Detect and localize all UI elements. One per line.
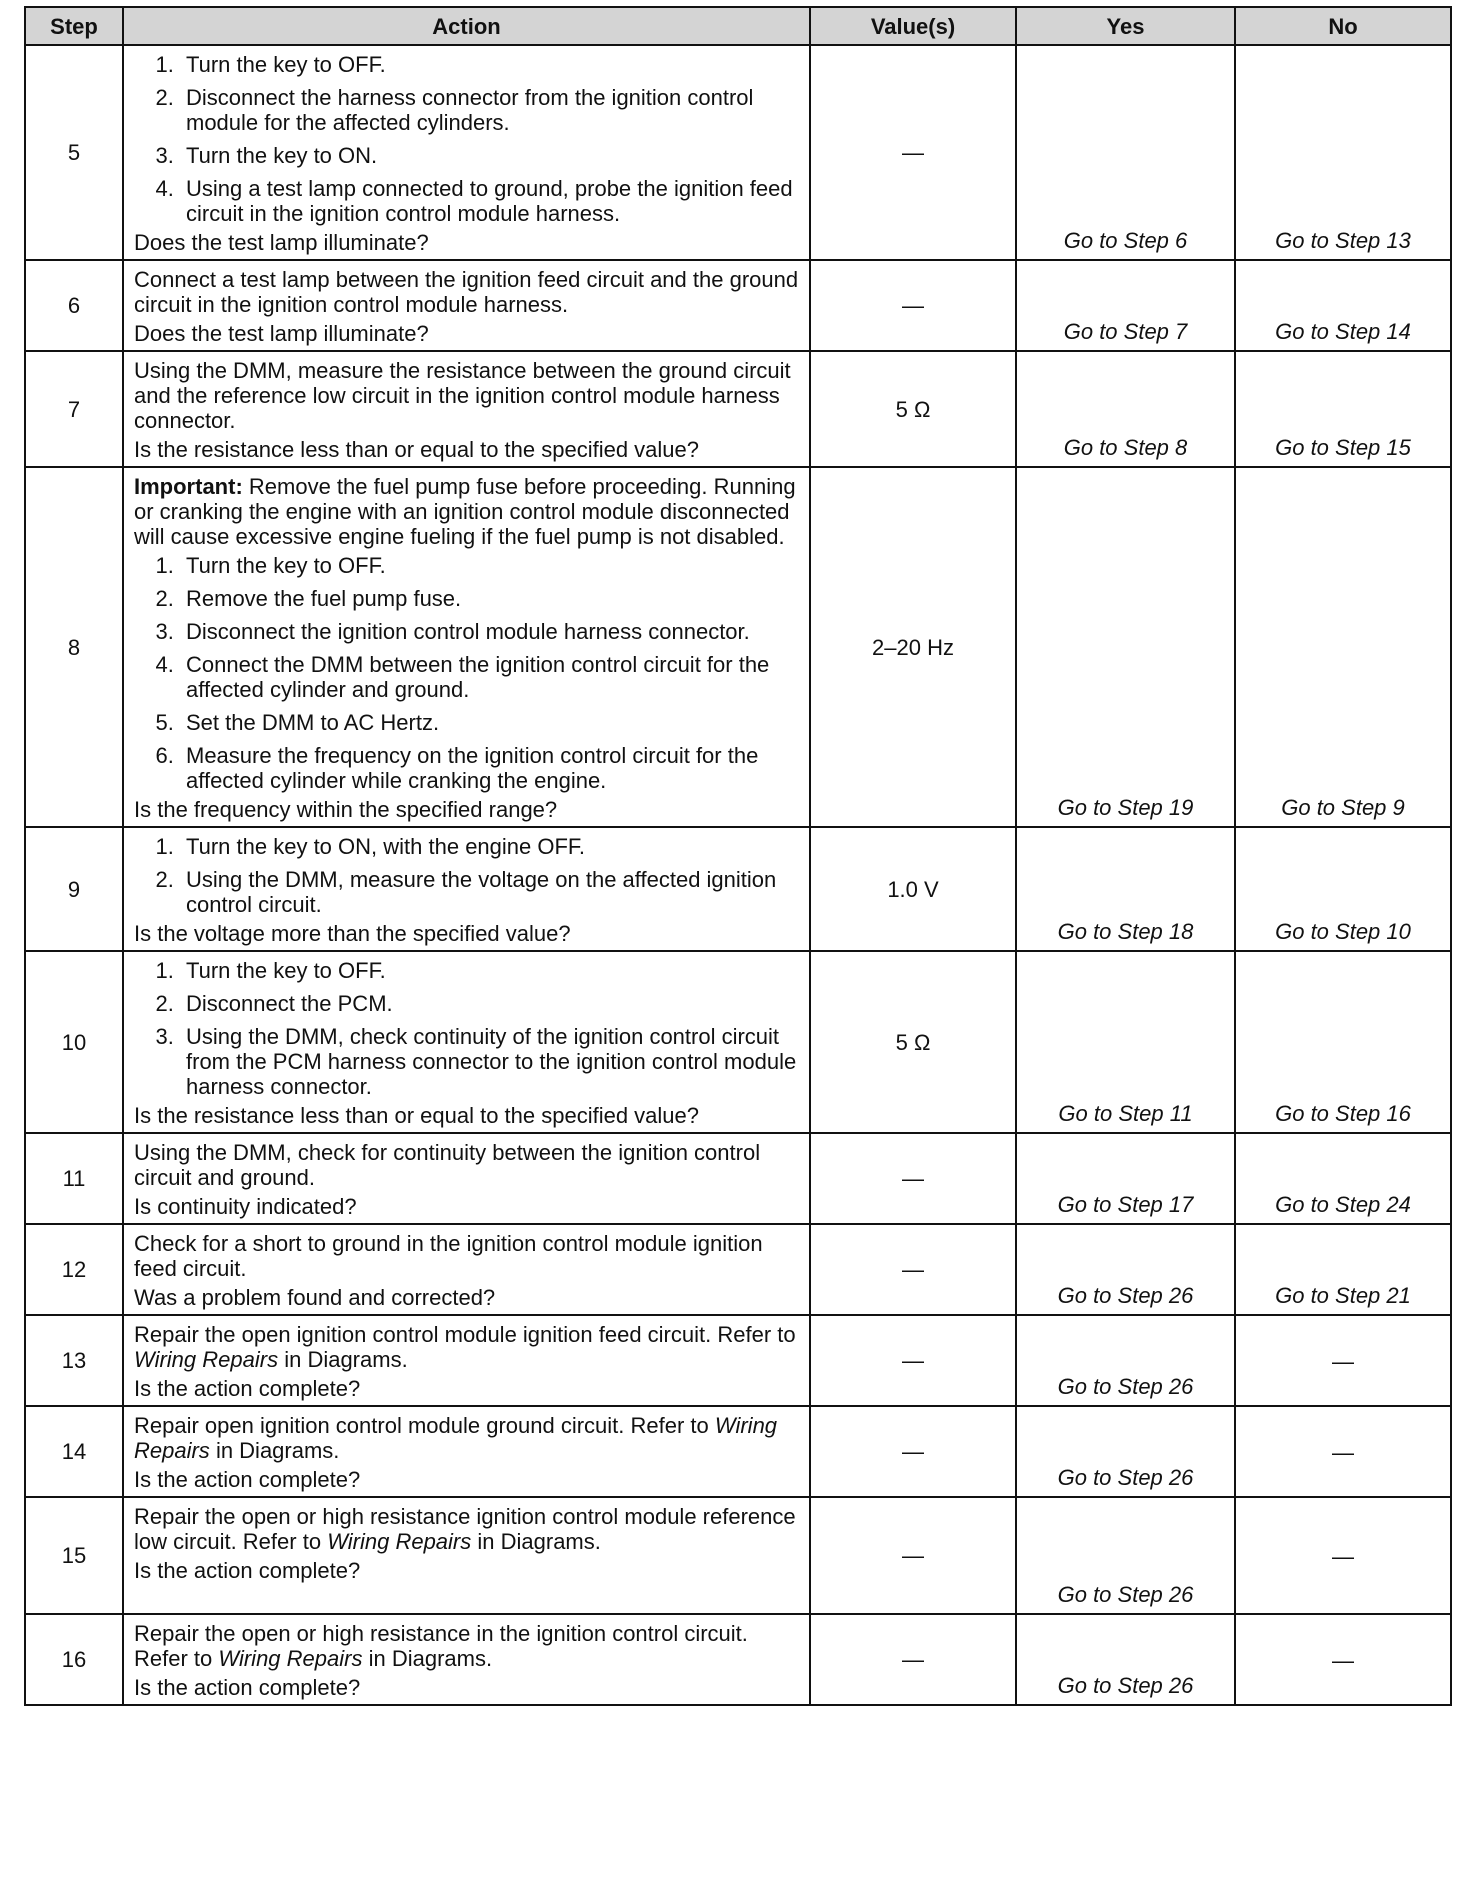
yes-result: Go to Step 18 xyxy=(1016,827,1235,951)
spec-value: — xyxy=(810,1614,1016,1705)
table-row xyxy=(25,45,1451,260)
instruction-item: 3. Disconnect the ignition control module harness connector. xyxy=(180,619,799,644)
spec-value: 5 Ω xyxy=(810,351,1016,467)
action-cell xyxy=(123,351,810,467)
table-row xyxy=(25,467,1451,827)
action-cell xyxy=(123,1406,810,1497)
action-text xyxy=(134,1504,799,1554)
instruction-item: 3. Turn the key to ON. xyxy=(180,143,799,168)
instruction-item: 2. Using the DMM, measure the voltage on the affected ignition control circuit. xyxy=(180,867,799,917)
spec-value: — xyxy=(810,1497,1016,1614)
question-text: Is the action complete? xyxy=(134,1376,361,1401)
instruction-list xyxy=(134,52,799,226)
instruction-item: 4. Connect the DMM between the ignition control circuit for the affected cylinder and ground. xyxy=(180,652,799,702)
action-cell xyxy=(123,1133,810,1224)
wiring-repairs-reference: Wiring Repairs xyxy=(327,1529,472,1554)
action-text: Using the DMM, check for continuity between the ignition control circuit and ground. xyxy=(134,1140,761,1190)
action-cell xyxy=(123,1224,810,1315)
step-number: 11 xyxy=(25,1133,123,1224)
header-row xyxy=(25,7,1451,45)
instruction-item: 5. Set the DMM to AC Hertz. xyxy=(180,710,799,735)
important-text: Remove the fuel pump fuse before proceeding. Running or cranking the engine with an ignition control module disconnected will cause excessive engine fueling if the fuel pump is not disabled. xyxy=(134,474,796,549)
action-text-end: in Diagrams. xyxy=(477,1529,601,1554)
instruction-item: 2. Disconnect the harness connector from the ignition control module for the affected cylinders. xyxy=(180,85,799,135)
table-row xyxy=(25,1406,1451,1497)
table-row xyxy=(25,1497,1451,1614)
no-result: — xyxy=(1235,1315,1451,1406)
header-action: Action xyxy=(123,7,810,45)
step-number: 5 xyxy=(25,45,123,260)
question-text: Is the voltage more than the specified value? xyxy=(134,921,571,946)
spec-value: 2–20 Hz xyxy=(810,467,1016,827)
table-row xyxy=(25,260,1451,351)
table-row xyxy=(25,951,1451,1133)
spec-value: — xyxy=(810,260,1016,351)
action-text-end: in Diagrams. xyxy=(215,1438,340,1463)
yes-result: Go to Step 26 xyxy=(1016,1497,1235,1614)
spec-value: — xyxy=(810,1224,1016,1315)
question-text: Is continuity indicated? xyxy=(134,1194,357,1219)
instruction-item: 1. Turn the key to OFF. xyxy=(180,958,799,983)
instruction-item: 3. Using the DMM, check continuity of the ignition control circuit from the PCM harness connector to the ignition control module harness connector. xyxy=(180,1024,799,1099)
step-number: 9 xyxy=(25,827,123,951)
question-text: Is the action complete? xyxy=(134,1467,361,1492)
action-cell xyxy=(123,260,810,351)
spec-value: — xyxy=(810,1315,1016,1406)
action-text: Check for a short to ground in the ignition control module ignition feed circuit. xyxy=(134,1231,763,1281)
action-text-end: in Diagrams. xyxy=(284,1347,408,1372)
spec-value: — xyxy=(810,1406,1016,1497)
spec-value: 5 Ω xyxy=(810,951,1016,1133)
table-row xyxy=(25,827,1451,951)
header-yes: Yes xyxy=(1016,7,1235,45)
wiring-repairs-reference: Wiring Repairs xyxy=(134,1413,778,1463)
yes-result: Go to Step 7 xyxy=(1016,260,1235,351)
question-text: Is the action complete? xyxy=(134,1675,361,1700)
header-step: Step xyxy=(25,7,123,45)
instruction-list xyxy=(134,553,799,793)
header-no: No xyxy=(1235,7,1451,45)
action-text-start: Repair open ignition control module ground circuit. Refer to xyxy=(134,1413,709,1438)
action-cell xyxy=(123,827,810,951)
action-cell xyxy=(123,1497,810,1614)
question-text: Is the resistance less than or equal to the specified value? xyxy=(134,437,700,462)
diagnostic-table xyxy=(24,6,1452,1706)
question-text: Does the test lamp illuminate? xyxy=(134,230,429,255)
instruction-item: 1. Turn the key to ON, with the engine OFF. xyxy=(180,834,799,859)
instruction-item: 2. Disconnect the PCM. xyxy=(180,991,799,1016)
step-number: 6 xyxy=(25,260,123,351)
step-number: 14 xyxy=(25,1406,123,1497)
table-row xyxy=(25,1133,1451,1224)
action-text xyxy=(134,1621,799,1671)
blank-space xyxy=(134,1583,799,1609)
no-result: Go to Step 16 xyxy=(1235,951,1451,1133)
no-result: Go to Step 9 xyxy=(1235,467,1451,827)
question-text: Was a problem found and corrected? xyxy=(134,1285,496,1310)
question-text: Is the frequency within the specified range? xyxy=(134,797,558,822)
action-cell xyxy=(123,467,810,827)
spec-value: 1.0 V xyxy=(810,827,1016,951)
spec-value: — xyxy=(810,45,1016,260)
instruction-list xyxy=(134,834,799,917)
yes-result: Go to Step 26 xyxy=(1016,1614,1235,1705)
yes-result: Go to Step 6 xyxy=(1016,45,1235,260)
yes-result: Go to Step 17 xyxy=(1016,1133,1235,1224)
action-text xyxy=(134,1413,799,1463)
action-text-end: in Diagrams. xyxy=(368,1646,493,1671)
action-text: Using the DMM, measure the resistance between the ground circuit and the reference low circuit in the ignition control module harness connector. xyxy=(134,358,791,433)
no-result: — xyxy=(1235,1497,1451,1614)
action-text-start: Repair the open ignition control module ignition feed circuit. Refer to xyxy=(134,1322,796,1347)
action-text-start: Repair the open or high resistance in the ignition control circuit. Refer to xyxy=(134,1621,748,1671)
no-result: Go to Step 14 xyxy=(1235,260,1451,351)
important-label: Important: xyxy=(134,474,243,499)
instruction-list xyxy=(134,958,799,1099)
no-result: Go to Step 24 xyxy=(1235,1133,1451,1224)
yes-result: Go to Step 11 xyxy=(1016,951,1235,1133)
table-row xyxy=(25,1315,1451,1406)
no-result: Go to Step 10 xyxy=(1235,827,1451,951)
question-text: Is the resistance less than or equal to the specified value? xyxy=(134,1103,700,1128)
step-number: 10 xyxy=(25,951,123,1133)
table-row xyxy=(25,1224,1451,1315)
instruction-item: 1. Turn the key to OFF. xyxy=(180,553,799,578)
action-cell xyxy=(123,1315,810,1406)
action-text xyxy=(134,1322,799,1372)
yes-result: Go to Step 8 xyxy=(1016,351,1235,467)
header-values: Value(s) xyxy=(810,7,1016,45)
instruction-item: 4. Using a test lamp connected to ground, probe the ignition feed circuit in the ignition control module harness. xyxy=(180,176,799,226)
yes-result: Go to Step 19 xyxy=(1016,467,1235,827)
step-number: 16 xyxy=(25,1614,123,1705)
action-text: Connect a test lamp between the ignition feed circuit and the ground circuit in the ignition control module harness. xyxy=(134,267,799,317)
yes-result: Go to Step 26 xyxy=(1016,1224,1235,1315)
wiring-repairs-reference: Wiring Repairs xyxy=(134,1347,279,1372)
step-number: 8 xyxy=(25,467,123,827)
no-result: Go to Step 21 xyxy=(1235,1224,1451,1315)
action-cell xyxy=(123,951,810,1133)
table-row xyxy=(25,1614,1451,1705)
spec-value: — xyxy=(810,1133,1016,1224)
important-note xyxy=(134,474,799,549)
step-number: 7 xyxy=(25,351,123,467)
no-result: Go to Step 15 xyxy=(1235,351,1451,467)
no-result: — xyxy=(1235,1614,1451,1705)
instruction-item: 2. Remove the fuel pump fuse. xyxy=(180,586,799,611)
instruction-item: 1. Turn the key to OFF. xyxy=(180,52,799,77)
no-result: Go to Step 13 xyxy=(1235,45,1451,260)
yes-result: Go to Step 26 xyxy=(1016,1406,1235,1497)
no-result: — xyxy=(1235,1406,1451,1497)
table-row xyxy=(25,351,1451,467)
wiring-repairs-reference: Wiring Repairs xyxy=(218,1646,363,1671)
step-number: 13 xyxy=(25,1315,123,1406)
question-text: Is the action complete? xyxy=(134,1558,361,1583)
instruction-item: 6. Measure the frequency on the ignition control circuit for the affected cylinder while cranking the engine. xyxy=(180,743,799,793)
action-cell xyxy=(123,1614,810,1705)
question-text: Does the test lamp illuminate? xyxy=(134,321,429,346)
step-number: 15 xyxy=(25,1497,123,1614)
action-text-start: Repair the open or high resistance ignition control module reference low circuit. Refer to xyxy=(134,1504,796,1554)
yes-result: Go to Step 26 xyxy=(1016,1315,1235,1406)
action-cell xyxy=(123,45,810,260)
step-number: 12 xyxy=(25,1224,123,1315)
